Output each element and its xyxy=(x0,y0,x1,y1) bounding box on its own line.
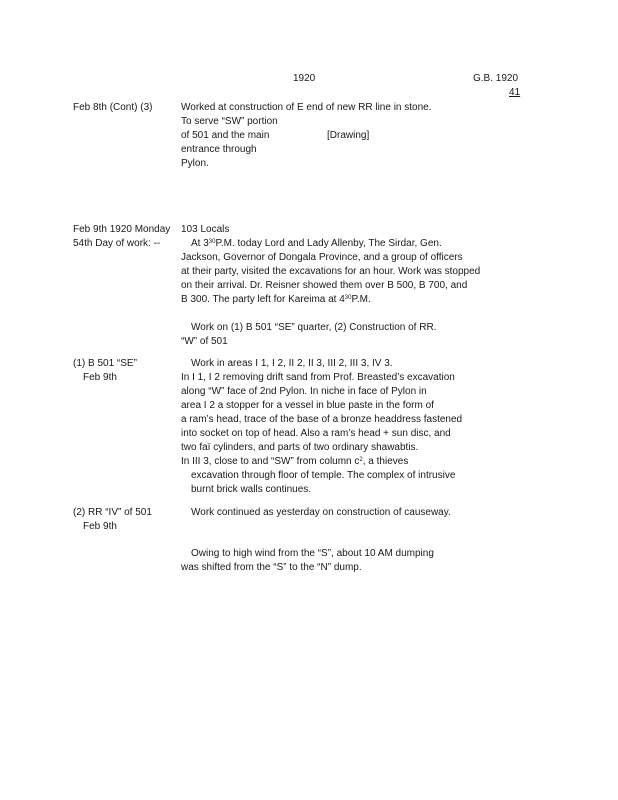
superscript: 30 xyxy=(208,239,216,245)
text-line xyxy=(181,455,462,469)
day-count: 54th Day of work: -- xyxy=(73,238,161,249)
header-reference: G.B. 1920 xyxy=(473,73,519,84)
date-line: Feb 9th 1920 Monday xyxy=(73,224,171,235)
locals-count: 103 Locals xyxy=(181,224,230,235)
text-line: of 501 and the main xyxy=(181,130,270,141)
text-line xyxy=(181,293,480,307)
text-line: excavation through floor of temple. The complex of intrusive xyxy=(191,470,456,481)
text-line: Work continued as yesterday on construction of causeway. xyxy=(191,507,451,518)
header-year: 1920 xyxy=(293,73,316,84)
page-number: 41 xyxy=(509,87,521,98)
text-line: In I 1, I 2 removing drift sand from Prof. Breasted’s excavation xyxy=(181,372,455,383)
entry-body xyxy=(181,223,480,349)
text-line: burnt brick walls continues. xyxy=(191,484,312,495)
text-line: Work on (1) B 501 “SE” quarter, (2) Construction of RR. xyxy=(191,322,437,333)
text-line: on their arrival. Dr. Reisner showed them over B 500, B 700, and xyxy=(181,280,468,291)
blank-line xyxy=(181,307,480,321)
entry-label xyxy=(73,506,152,534)
text-line: Jackson, Governor of Dongala Province, and a group of officers xyxy=(181,252,463,263)
entry-label xyxy=(73,357,137,385)
text-line xyxy=(181,237,480,251)
label-line: (1) B 501 “SE” xyxy=(73,358,137,369)
text-fragment: B 300. The party left for Kareima at 4 xyxy=(181,294,345,305)
entry-body xyxy=(181,101,432,171)
text-line: along “W” face of 2nd Pylon. In niche in face of Pylon in xyxy=(181,386,427,397)
text-line: “W” of 501 xyxy=(181,336,228,347)
entry-date xyxy=(73,223,170,251)
label-date: Feb 9th xyxy=(83,521,117,532)
text-line: a ram’s head, trace of the base of a bronze headdress fastened xyxy=(181,414,463,425)
text-line: entrance through xyxy=(181,144,257,155)
label-line: (2) RR “IV” of 501 xyxy=(73,507,152,518)
superscript: 30 xyxy=(344,295,352,301)
text-line: Worked at construction of E end of new RR line in stone. xyxy=(181,102,432,113)
text-line: area I 2 a stopper for a vessel in blue paste in the form of xyxy=(181,400,434,411)
text-line: Pylon. xyxy=(181,158,209,169)
text-line: into socket on top of head. Also a ram’s head + sun disc, and xyxy=(181,428,451,439)
text-line: two faï cylinders, and parts of two ordinary shawabtis. xyxy=(181,442,419,453)
entry-body xyxy=(181,547,434,575)
text-fragment: In III 3, close to and “SW” from column c xyxy=(181,456,360,467)
entry-date: Feb 8th (Cont) (3) xyxy=(73,102,153,113)
text-line: Work in areas I 1, I 2, II 2, II 3, III 2, III 3, IV 3. xyxy=(191,358,393,369)
entry-body xyxy=(181,506,451,520)
drawing-placeholder: [Drawing] xyxy=(327,130,370,141)
entry-body xyxy=(181,357,462,497)
superscript: 2 xyxy=(359,457,363,463)
text-fragment: At 3 xyxy=(191,238,209,249)
text-line: at their party, visited the excavations for an hour. Work was stopped xyxy=(181,266,481,277)
text-line: Owing to high wind from the “S”, about 10 AM dumping xyxy=(191,548,434,559)
text-fragment: P.M. xyxy=(351,294,371,305)
text-line: To serve “SW” portion xyxy=(181,116,278,127)
text-line: was shifted from the “S” to the “N” dump. xyxy=(181,562,362,573)
text-fragment: , a thieves xyxy=(362,456,409,467)
text-fragment: P.M. today Lord and Lady Allenby, The Sirdar, Gen. xyxy=(215,238,442,249)
label-date: Feb 9th xyxy=(83,372,117,383)
